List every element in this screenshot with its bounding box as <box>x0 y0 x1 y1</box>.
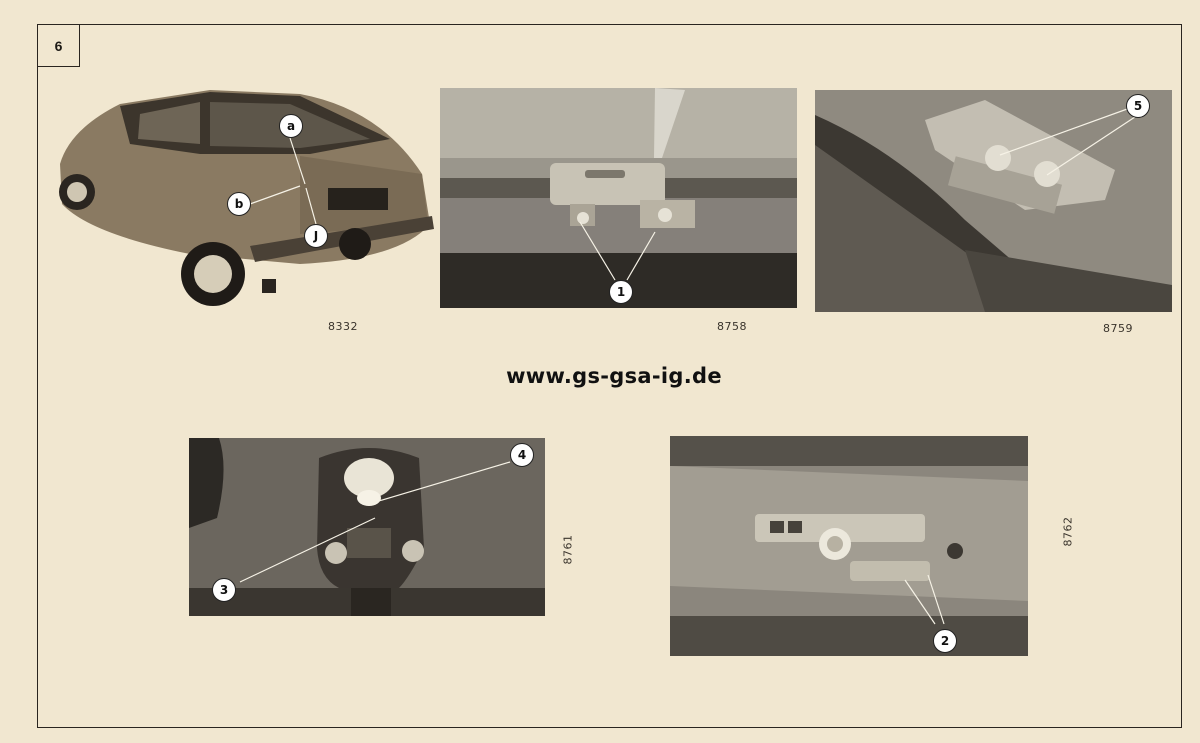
callout-5: 5 <box>1126 94 1150 118</box>
figure-ref-8332: 8332 <box>328 320 358 333</box>
callout-b: b <box>227 192 251 216</box>
photo-hinge-bolts <box>815 90 1172 312</box>
photo-boot-lock <box>189 438 545 616</box>
callout-4: 4 <box>510 443 534 467</box>
figure-ref-8761: 8761 <box>561 534 575 565</box>
callout-1: 1 <box>609 280 633 304</box>
callout-j: J <box>304 224 328 248</box>
callout-3: 3 <box>212 578 236 602</box>
page-number: 6 <box>37 24 80 67</box>
figure-ref-8759: 8759 <box>1103 322 1133 335</box>
website-url: www.gs-gsa-ig.de <box>506 364 722 388</box>
callout-2: 2 <box>933 629 957 653</box>
photo-hinge <box>440 88 797 308</box>
figure-ref-8762: 8762 <box>1061 516 1075 547</box>
callout-a: a <box>279 114 303 138</box>
photo-lock-plate <box>670 436 1028 656</box>
figure-ref-8758: 8758 <box>717 320 747 333</box>
